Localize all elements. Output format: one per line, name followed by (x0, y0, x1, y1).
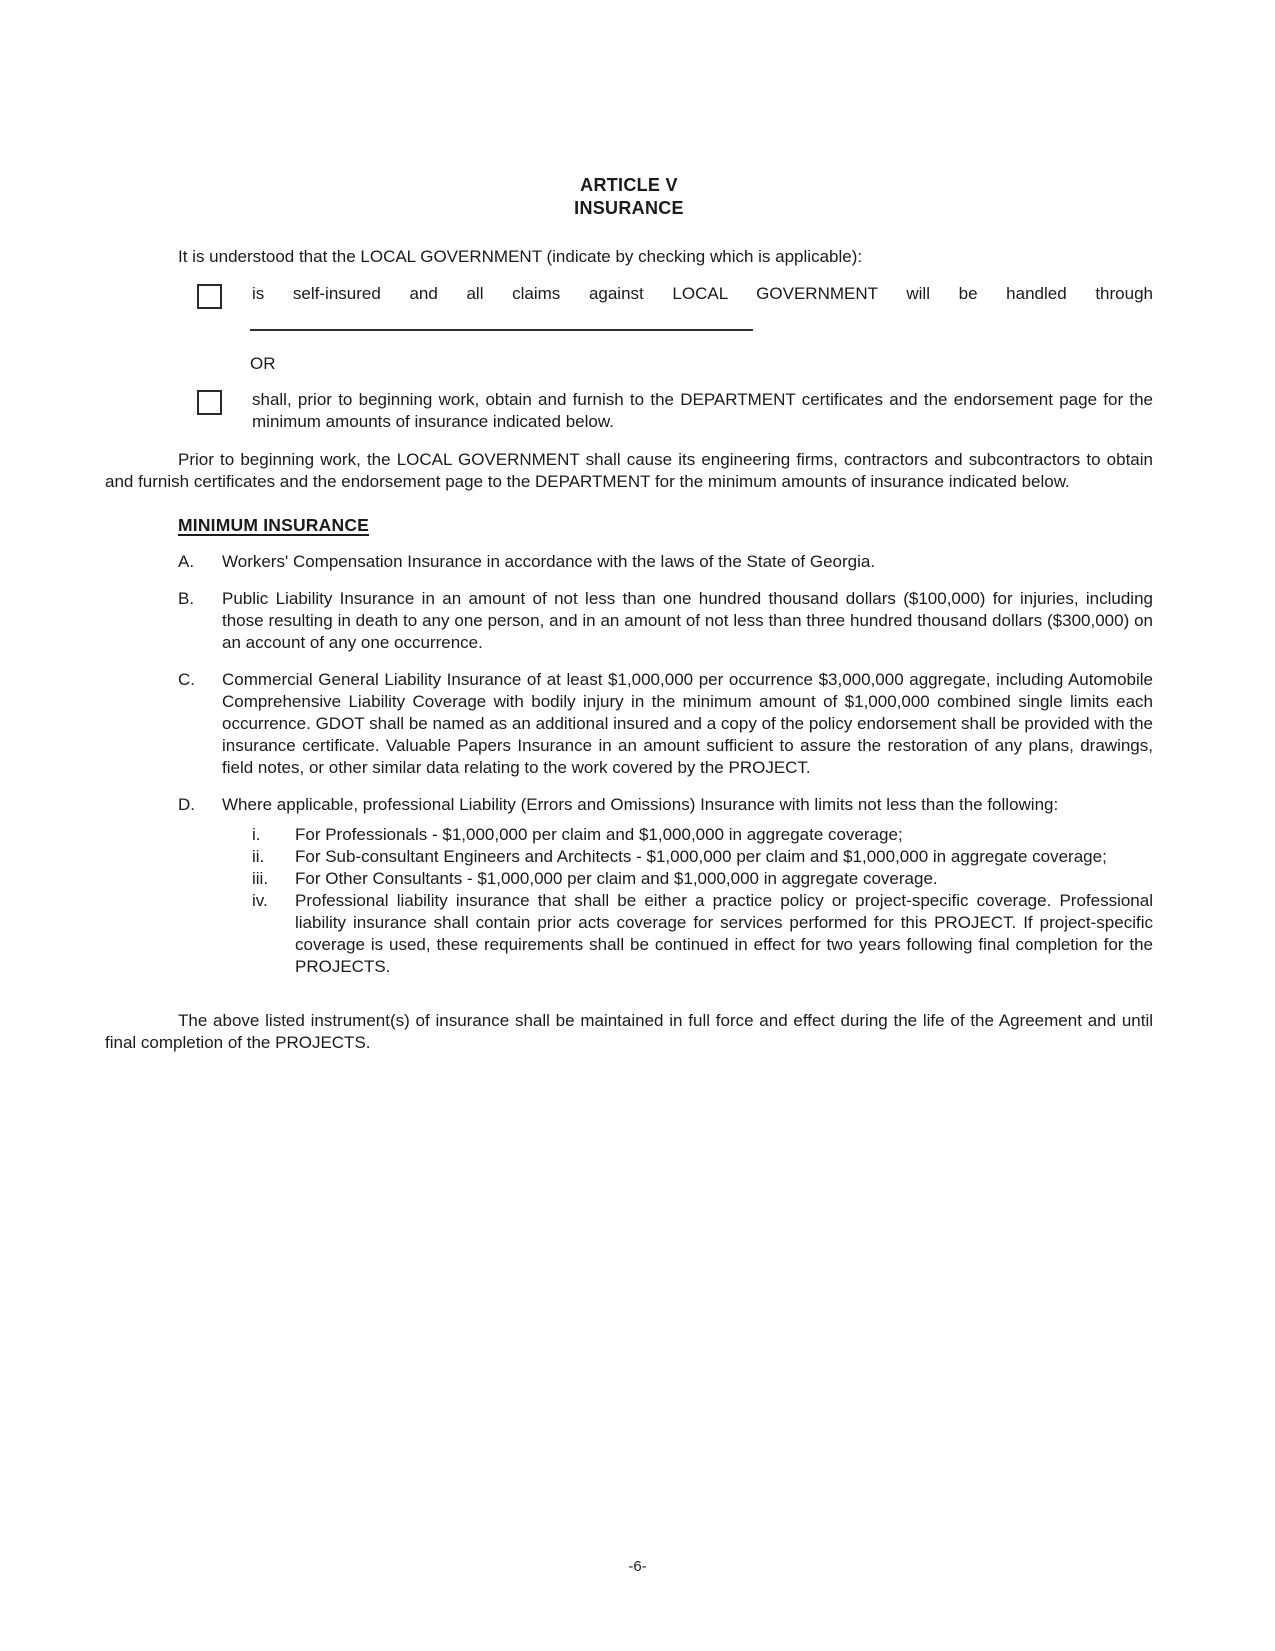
sublist-marker-iii: iii. (252, 869, 269, 888)
option-self-insured (105, 283, 1153, 309)
sublist-text-iv: Professional liability insurance that shall be either a practice policy or project-specific coverage. Professional liability insurance shall contain prior acts coverage for services performed for this PROJECT. If project-specific coverage is used, these requirements shall be continued in effect for two years following final completion for the PROJECTS. (295, 891, 1153, 976)
list-text-a: Workers' Compensation Insurance in accordance with the laws of the State of Georgia. (222, 552, 876, 571)
self-insured-checkbox[interactable] (197, 284, 222, 309)
list-text-c: Commercial General Liability Insurance of at least $1,000,000 per occurrence $3,000,000 aggregate, including Automobile Comprehensive Liability Coverage with bodily injury in the minimum amount of $1,000,000 combined single limits each occurrence. GDOT shall be named as an additional insured and a copy of the policy endorsement shall be provided with the insurance certificate. Valuable Papers Insurance in an amount sufficient to assure the restoration of any plans, drawings, field notes, or other similar data relating to the work covered by the PROJECT. (222, 670, 1153, 777)
list-marker-a: A. (178, 552, 195, 571)
sublist-item-iii (105, 868, 1153, 890)
sublist-marker-iv: iv. (252, 891, 268, 910)
list-item-d (105, 794, 1153, 816)
list-marker-c: C. (178, 670, 195, 689)
list-marker-d: D. (178, 795, 195, 814)
blank-fill-line (250, 329, 753, 331)
minimum-insurance-heading: MINIMUM INSURANCE (178, 515, 370, 535)
sublist-item-iv (105, 890, 1153, 978)
sublist-marker-i: i. (252, 825, 261, 844)
or-separator: OR (250, 354, 276, 373)
option-furnish-certificates (105, 389, 1153, 433)
list-text-d: Where applicable, professional Liability (Errors and Omissions) Insurance with limits not less than the following: (222, 795, 1059, 814)
page-number: -6- (628, 1558, 647, 1575)
furnish-certificates-checkbox[interactable] (197, 390, 222, 415)
list-text-b: Public Liability Insurance in an amount of not less than one hundred thousand dollars ($100,000) for injuries, including those resulting in death to any one person, and in an amount of not less than three hundred thousand dollars ($300,000) on an account of any one occurrence. (222, 589, 1153, 652)
sublist-text-iii: For Other Consultants - $1,000,000 per claim and $1,000,000 in aggregate coverage. (295, 869, 938, 888)
option-self-insured-text: is self-insured and all claims against LOCAL GOVERNMENT will be handled through (252, 284, 1153, 303)
sublist-text-i: For Professionals - $1,000,000 per claim and $1,000,000 in aggregate coverage; (295, 825, 903, 844)
article-title-line1: ARTICLE V (580, 175, 678, 195)
sublist-item-i (105, 824, 1153, 846)
closing-paragraph: The above listed instrument(s) of insurance shall be maintained in full force and effect during the life of the Agreement and until final completion of the PROJECTS. (105, 1011, 1153, 1052)
intro-paragraph: It is understood that the LOCAL GOVERNMENT (indicate by checking which is applicable): (178, 247, 863, 266)
sublist-text-ii: For Sub-consultant Engineers and Architects - $1,000,000 per claim and $1,000,000 in aggregate coverage; (295, 847, 1107, 866)
professional-liability-sublist (105, 824, 1153, 978)
article-title-line2: INSURANCE (574, 198, 684, 218)
list-item-c (105, 669, 1153, 779)
list-item-a (105, 551, 1153, 573)
prior-to-work-paragraph: Prior to beginning work, the LOCAL GOVERNMENT shall cause its engineering firms, contractors and subcontractors to obtain and furnish certificates and the endorsement page to the DEPARTMENT for the minimum amounts of insurance indicated below. (105, 450, 1153, 491)
option-furnish-certificates-text: shall, prior to beginning work, obtain and furnish to the DEPARTMENT certificates and the endorsement page for the minimum amounts of insurance indicated below. (252, 390, 1153, 431)
document-content (105, 0, 1153, 1054)
article-title (105, 0, 1153, 220)
list-marker-b: B. (178, 589, 195, 608)
sublist-marker-ii: ii. (252, 847, 265, 866)
sublist-item-ii (105, 846, 1153, 868)
list-item-b (105, 588, 1153, 654)
